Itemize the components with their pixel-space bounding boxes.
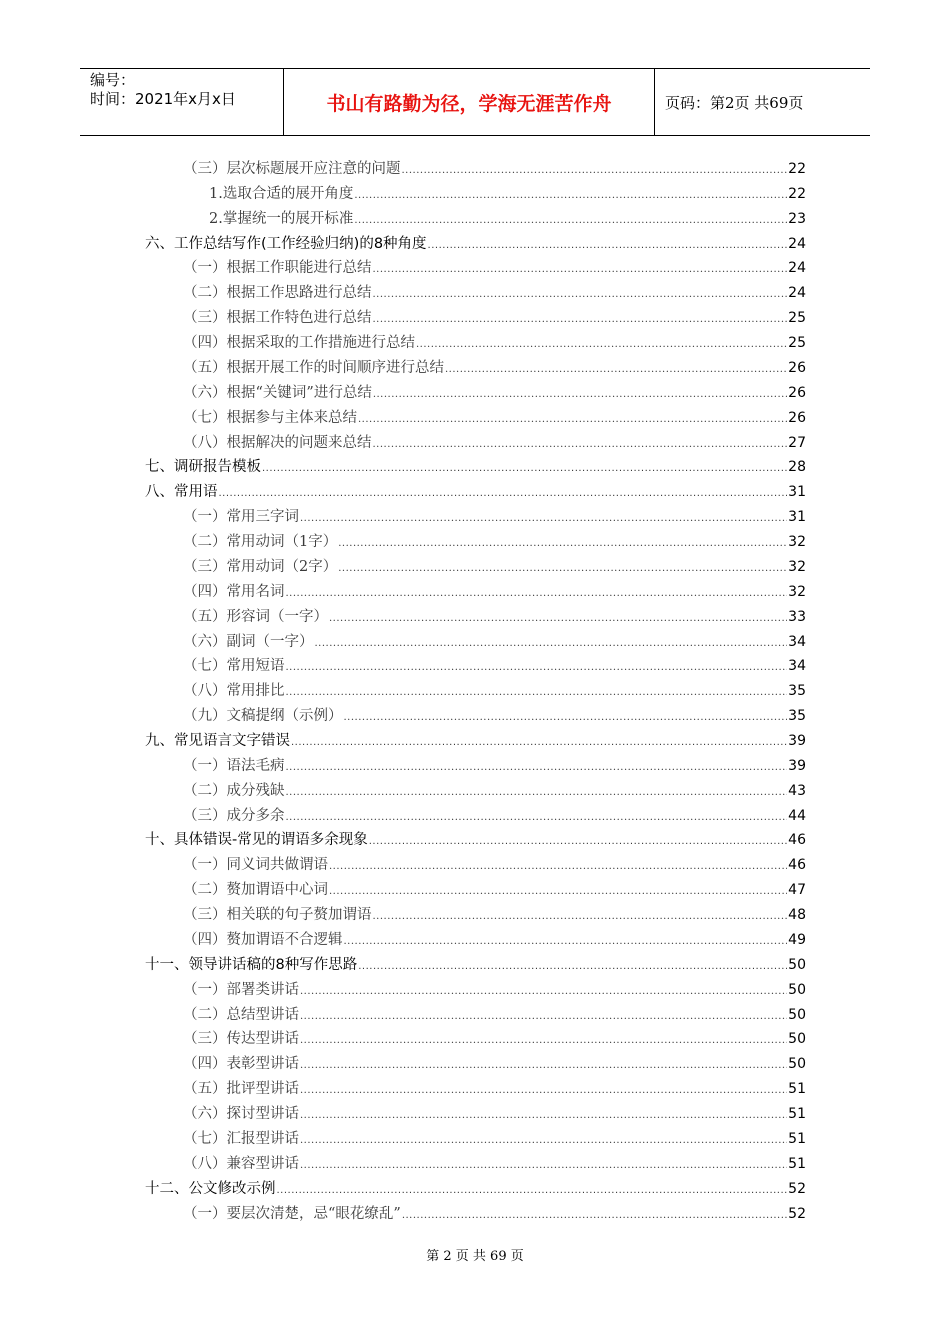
toc-dot-leader [373,282,788,307]
toc-entry-page-number: 27 [788,434,806,451]
toc-entry-page-number: 25 [788,335,806,352]
toc-entry-page-number: 35 [788,708,806,725]
toc-entry[interactable] [183,331,806,356]
toc-entry-page-number: 35 [788,683,806,700]
toc-entry-title: （八）常用排比 [183,683,285,700]
toc-entry-title: （八）兼容型讲话 [183,1155,299,1172]
toc-entry-title: 八、常用语 [145,484,218,501]
toc-dot-leader [428,233,788,258]
toc-entry-title: （三）相关联的句子赘加谓语 [183,907,372,924]
toc-dot-leader [286,581,788,606]
toc-entry[interactable] [183,928,806,953]
toc-entry[interactable] [183,1127,806,1152]
toc-entry[interactable] [183,1102,806,1127]
toc-entry-page-number: 49 [788,931,806,948]
toc-entry-title: （六）根据“关键词”进行总结 [183,384,372,401]
toc-entry-title: （四）常用名词 [183,583,285,600]
toc-entry-title: （三）成分多余 [183,807,285,824]
toc-dot-leader [344,705,788,730]
toc-entry-title: 六、工作总结写作(工作经验归纳)的8种角度 [145,235,427,252]
toc-entry-title: （四）赘加谓语不合逻辑 [183,931,343,948]
toc-entry-page-number: 22 [788,185,806,202]
toc-dot-leader [354,183,787,208]
toc-dot-leader [416,332,787,357]
toc-dot-leader [315,631,788,656]
toc-entry[interactable] [183,630,806,655]
page-footer: 第 2 页 共 69 页 [426,1249,524,1264]
toc-entry[interactable] [183,306,806,331]
toc-entry-page-number: 28 [788,459,806,476]
toc-dot-leader [277,1178,788,1203]
toc-entry-page-number: 50 [788,956,806,973]
toc-entry-title: （四）根据采取的工作措施进行总结 [183,335,415,352]
toc-dot-leader [262,456,787,481]
toc-entry[interactable] [183,853,806,878]
toc-entry-page-number: 34 [788,658,806,675]
toc-entry-page-number: 50 [788,1006,806,1023]
toc-entry-title: （三）常用动词（2字） [183,558,338,575]
toc-entry-title: （二）常用动词（1字） [183,534,338,551]
toc-entry-title: （五）根据开展工作的时间顺序进行总结 [183,359,444,376]
toc-dot-leader [300,1103,787,1128]
toc-entry-title: （四）表彰型讲话 [183,1056,299,1073]
toc-dot-leader [373,382,787,407]
toc-entry-title: （二）赘加谓语中心词 [183,882,328,899]
toc-entry-page-number: 24 [788,260,806,277]
toc-dot-leader [300,506,787,531]
toc-dot-leader [354,208,787,233]
toc-entry[interactable] [183,878,806,903]
toc-entry[interactable] [183,431,806,456]
toc-entry-title: （三）根据工作特色进行总结 [183,310,372,327]
toc-entry-page-number: 46 [788,832,806,849]
toc-entry[interactable] [183,157,806,182]
toc-dot-leader [219,481,788,506]
toc-dot-leader [373,307,788,332]
toc-entry-title: （三）传达型讲话 [183,1031,299,1048]
toc-entry-title: （六）探讨型讲话 [183,1106,299,1123]
toc-entry[interactable] [183,1052,806,1077]
toc-entry-page-number: 39 [788,757,806,774]
toc-entry-title: 七、调研报告模板 [145,459,261,476]
toc-dot-leader [344,929,788,954]
toc-entry[interactable] [183,505,806,530]
toc-entry[interactable] [183,530,806,555]
toc-entry[interactable] [145,729,806,754]
toc-entry-title: （六）副词（一字） [183,633,314,650]
toc-entry-page-number: 32 [788,534,806,551]
toc-entry-page-number: 33 [788,608,806,625]
toc-entry[interactable] [183,679,806,704]
toc-entry-page-number: 51 [788,1081,806,1098]
toc-dot-leader [286,805,788,830]
toc-dot-leader [300,1028,787,1053]
header-meta [80,69,283,135]
toc-entry[interactable] [183,654,806,679]
toc-entry-page-number: 48 [788,907,806,924]
toc-entry[interactable] [183,1202,806,1227]
toc-entry-page-number: 44 [788,807,806,824]
toc-entry[interactable] [183,1152,806,1177]
toc-entry-title: （一）部署类讲话 [183,981,299,998]
toc-entry[interactable] [183,1077,806,1102]
toc-entry-page-number: 25 [788,310,806,327]
toc-dot-leader [373,257,788,282]
toc-entry[interactable] [145,480,806,505]
toc-entry[interactable] [145,455,806,480]
toc-entry-page-number: 26 [788,409,806,426]
toc-entry-title: 九、常见语言文字错误 [145,733,290,749]
toc-dot-leader [286,780,788,805]
toc-entry-page-number: 52 [788,1180,806,1197]
toc-entry-page-number: 50 [788,981,806,998]
toc-entry[interactable] [183,1027,806,1052]
toc-entry-title: （二）总结型讲话 [183,1006,299,1023]
toc-entry-title: （九）文稿提纲（示例） [183,708,343,725]
toc-entry-page-number: 32 [788,583,806,600]
toc-entry-title: （一）常用三字词 [183,509,299,526]
toc-entry-page-number: 51 [788,1155,806,1172]
toc-entry-title: （八）根据解决的问题来总结 [183,434,372,451]
toc-dot-leader [358,954,787,979]
toc-entry[interactable] [183,804,806,829]
toc-entry[interactable] [183,779,806,804]
toc-entry-title: （七）常用短语 [183,658,285,675]
toc-dot-leader [373,432,788,457]
toc-entry-page-number: 24 [788,285,806,302]
toc-dot-leader [300,1153,787,1178]
toc-entry-title: （一）同义词共做谓语 [183,857,328,874]
toc-dot-leader [286,655,788,680]
toc-entry-page-number: 31 [788,509,806,526]
toc-entry-title: 1.选取合适的展开角度 [209,185,354,202]
toc-entry[interactable] [183,704,806,729]
toc-entry-page-number: 51 [788,1106,806,1123]
toc-entry[interactable] [183,1003,806,1028]
toc-entry-title: （七）根据参与主体来总结 [183,409,357,426]
toc-dot-leader [300,1128,787,1153]
toc-entry-page-number: 22 [788,161,806,177]
toc-dot-leader [300,1004,787,1029]
document-date-label: 时间：2021年x月x日 [90,90,236,108]
toc-dot-leader [329,879,787,904]
toc-entry-title: 十二、公文修改示例 [145,1180,276,1197]
toc-entry-page-number: 23 [788,210,806,227]
toc-entry-title: （一）要层次清楚，忌“眼花缭乱” [183,1205,401,1222]
toc-entry-page-number: 31 [788,484,806,501]
toc-entry-page-number: 50 [788,1056,806,1073]
toc-dot-leader [338,531,787,556]
toc-entry[interactable] [183,903,806,928]
document-number-label: 编号： [90,71,136,89]
toc-entry[interactable] [145,232,806,257]
toc-entry[interactable] [183,754,806,779]
toc-entry-title: （五）形容词（一字） [183,608,328,625]
toc-dot-leader [286,755,788,780]
toc-entry[interactable] [183,978,806,1003]
page-header [80,68,870,136]
toc-entry[interactable] [183,381,806,406]
header-motto: 书山有路勤为径，学海无涯苦作舟 [283,69,655,135]
toc-dot-leader [329,854,787,879]
toc-entry-page-number: 26 [788,384,806,401]
toc-dot-leader [402,1203,787,1228]
toc-entry[interactable] [145,828,806,853]
toc-entry-page-number: 46 [788,857,806,874]
toc-entry-page-number: 43 [788,782,806,799]
toc-dot-leader [373,904,788,929]
toc-entry-page-number: 47 [788,882,806,899]
toc-entry-page-number: 51 [788,1130,806,1147]
toc-entry-title: （二）根据工作思路进行总结 [183,285,372,302]
toc-dot-leader [286,680,788,705]
toc-entry[interactable] [183,580,806,605]
toc-dot-leader [358,407,787,432]
toc-entry-page-number: 52 [788,1205,806,1222]
toc-dot-leader [445,357,787,382]
toc-entry[interactable] [183,605,806,630]
toc-dot-leader [369,829,787,854]
toc-dot-leader [338,556,787,581]
toc-entry-page-number: 32 [788,558,806,575]
toc-entry-page-number: 39 [788,733,806,749]
toc-dot-leader [402,158,788,183]
toc-entry[interactable] [183,406,806,431]
header-page-info: 页码：第2页 共69页 [665,93,804,112]
toc-entry[interactable] [183,281,806,306]
toc-entry[interactable] [209,207,806,232]
toc-entry-page-number: 34 [788,633,806,650]
toc-entry[interactable] [183,555,806,580]
toc-entry-title: （七）汇报型讲话 [183,1130,299,1147]
toc-entry-title: （二）成分残缺 [183,782,285,799]
toc-entry-title: 2.掌握统一的展开标准 [209,210,354,227]
toc-entry-title: （一）根据工作职能进行总结 [183,260,372,277]
toc-entry-title: （三）层次标题展开应注意的问题 [183,161,401,177]
toc-entry-title: （五）批评型讲话 [183,1081,299,1098]
toc-entry[interactable] [183,256,806,281]
toc-dot-leader [300,979,787,1004]
toc-entry[interactable] [183,356,806,381]
toc-entry-page-number: 50 [788,1031,806,1048]
toc-dot-leader [329,606,787,631]
toc-entry-title: （一）语法毛病 [183,757,285,774]
toc-entry[interactable] [145,1177,806,1202]
toc-entry-title: 十、具体错误-常见的谓语多余现象 [145,832,368,849]
toc-dot-leader [291,730,787,755]
toc-dot-leader [300,1053,787,1078]
toc-entry[interactable] [209,182,806,207]
toc-entry[interactable] [145,953,806,978]
toc-dot-leader [300,1078,787,1103]
toc-entry-page-number: 24 [788,235,806,252]
toc-entry-page-number: 26 [788,359,806,376]
toc-entry-title: 十一、领导讲话稿的8种写作思路 [145,956,358,973]
